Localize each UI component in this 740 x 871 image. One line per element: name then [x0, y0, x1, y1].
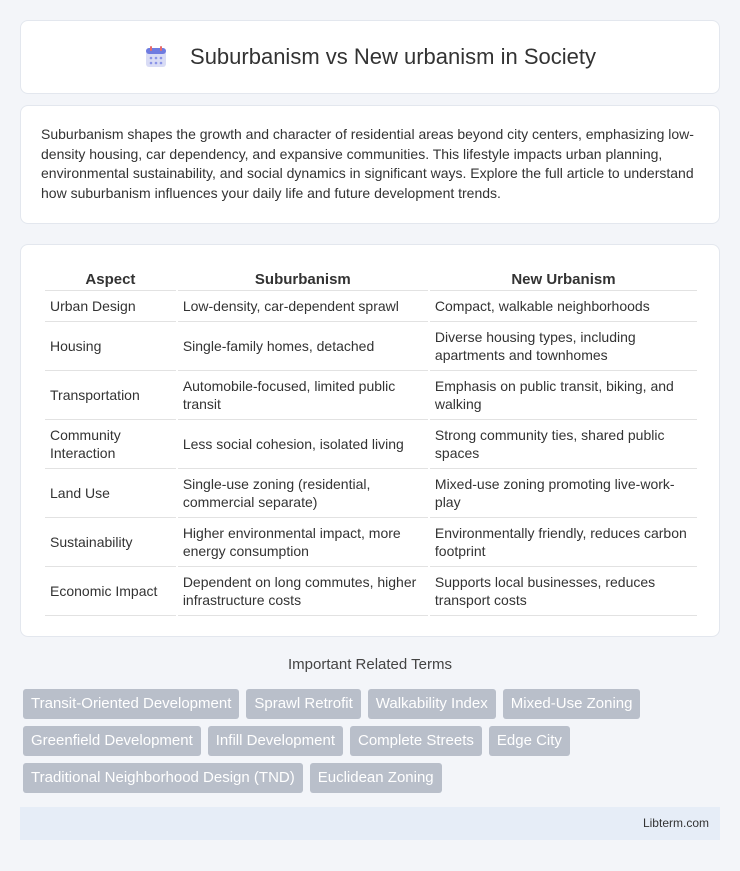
new-urbanism-cell: Environmentally friendly, reduces carbon footprint	[430, 518, 697, 567]
title-card	[20, 20, 720, 94]
header-new-urbanism: New Urbanism	[430, 265, 697, 291]
table-row	[45, 567, 697, 616]
related-term-tag[interactable]: Sprawl Retrofit	[246, 689, 360, 719]
aspect-cell: Transportation	[45, 371, 176, 420]
footer-brand[interactable]: Libterm.com	[642, 816, 709, 830]
suburbanism-cell: Single-family homes, detached	[178, 322, 428, 371]
new-urbanism-cell: Diverse housing types, including apartments and townhomes	[430, 322, 697, 371]
related-term-tag[interactable]: Euclidean Zoning	[310, 763, 442, 793]
aspect-cell: Sustainability	[45, 518, 176, 567]
table-row	[45, 469, 697, 518]
new-urbanism-cell: Supports local businesses, reduces transport costs	[430, 567, 697, 616]
suburbanism-cell: Low-density, car-dependent sprawl	[178, 291, 428, 322]
aspect-cell: Economic Impact	[45, 567, 176, 616]
related-term-tag[interactable]: Infill Development	[208, 726, 343, 756]
related-term-tag[interactable]: Walkability Index	[368, 689, 496, 719]
suburbanism-cell: Less social cohesion, isolated living	[178, 420, 428, 469]
table-row	[45, 322, 697, 371]
header-suburbanism: Suburbanism	[178, 265, 428, 291]
related-term-tag[interactable]: Complete Streets	[350, 726, 482, 756]
aspect-cell: Community Interaction	[45, 420, 176, 469]
related-term-tag[interactable]: Greenfield Development	[23, 726, 201, 756]
related-terms-list	[23, 689, 723, 800]
aspect-cell: Urban Design	[45, 291, 176, 322]
related-term-tag[interactable]: Mixed-Use Zoning	[503, 689, 641, 719]
header-aspect: Aspect	[45, 265, 176, 291]
suburbanism-cell: Dependent on long commutes, higher infrastructure costs	[178, 567, 428, 616]
aspect-cell: Housing	[45, 322, 176, 371]
tag-row	[23, 689, 723, 719]
related-term-tag[interactable]: Edge City	[489, 726, 570, 756]
intro-card	[20, 105, 720, 224]
suburbanism-cell: Higher environmental impact, more energy consumption	[178, 518, 428, 567]
aspect-cell: Land Use	[45, 469, 176, 518]
tag-row	[23, 763, 723, 793]
suburbanism-cell: Automobile-focused, limited public transit	[178, 371, 428, 420]
table-header-row	[45, 265, 697, 291]
comparison-table	[43, 265, 699, 616]
suburbanism-cell: Single-use zoning (residential, commercial separate)	[178, 469, 428, 518]
table-row	[45, 420, 697, 469]
footer	[20, 807, 720, 840]
related-terms-heading: Important Related Terms	[288, 656, 452, 673]
table-row	[45, 371, 697, 420]
tag-row	[23, 726, 723, 756]
new-urbanism-cell: Mixed-use zoning promoting live-work-play	[430, 469, 697, 518]
table-row	[45, 518, 697, 567]
related-term-tag[interactable]: Traditional Neighborhood Design (TND)	[23, 763, 303, 793]
new-urbanism-cell: Strong community ties, shared public spaces	[430, 420, 697, 469]
related-term-tag[interactable]: Transit-Oriented Development	[23, 689, 239, 719]
new-urbanism-cell: Emphasis on public transit, biking, and walking	[430, 371, 697, 420]
intro-text: Suburbanism shapes the growth and character of residential areas beyond city centers, emphasizing low-density housing, car dependency, and expansive communities. This lifestyle impacts urban planning, environmental sustainability, and social dynamics in significant ways. Explore the full article to understand how suburbanism influences your daily life and future development trends.	[41, 126, 694, 201]
page-title: Suburbanism vs New urbanism in Society	[190, 44, 596, 69]
comparison-card	[20, 244, 720, 637]
table-row	[45, 291, 697, 322]
calendar-icon	[144, 45, 168, 69]
new-urbanism-cell: Compact, walkable neighborhoods	[430, 291, 697, 322]
